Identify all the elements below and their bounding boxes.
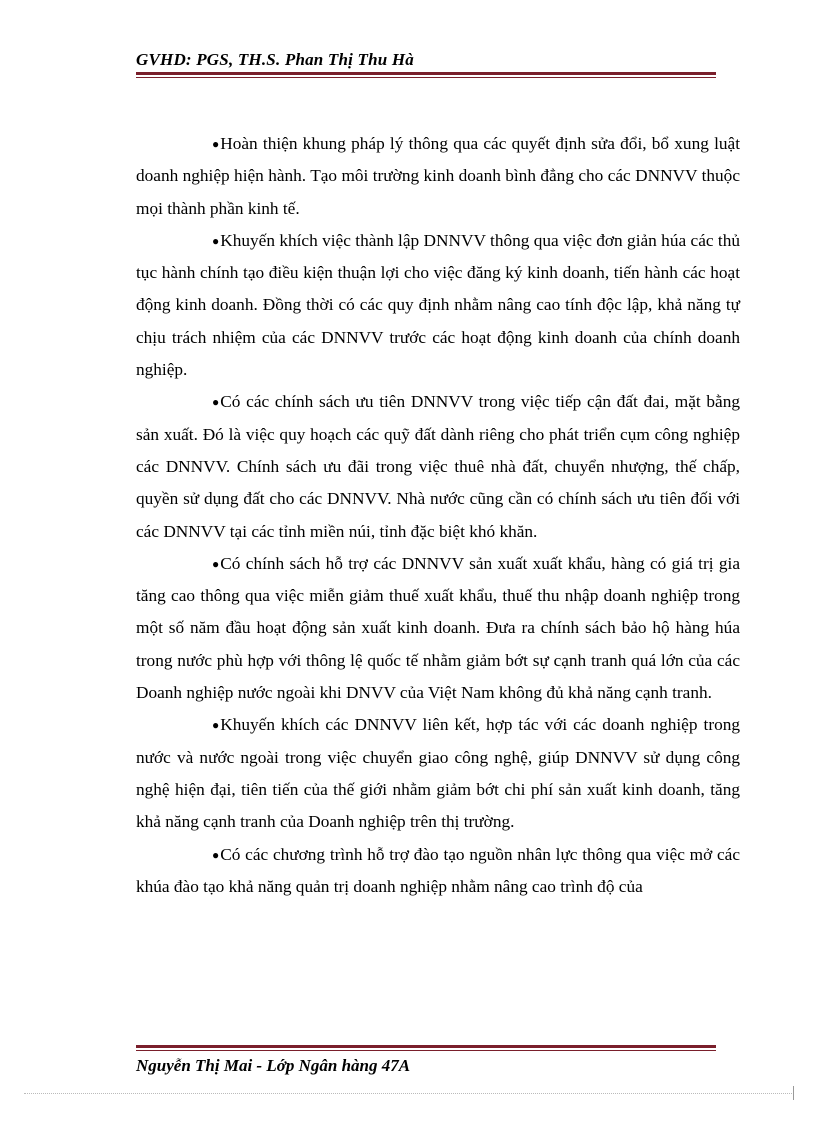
- bullet-paragraph: [136, 548, 740, 709]
- header-rule-thin: [136, 77, 716, 78]
- bullet-icon: ●: [212, 847, 220, 862]
- bullet-icon: ●: [212, 137, 220, 151]
- bullet-paragraph: [136, 386, 740, 547]
- paragraph-text: Có các chính sách ưu tiên DNNVV trong việc tiếp cận đất đai, mặt bằng sản xuất. Đó là việc quy hoạch các quỹ đất dành riêng cho phát triển cụm công nghiệp các DNNVV. Chính sách ưu đãi trong việc thuê nhà đất, chuyển nhượng, thế chấp, quyền sử dụng đất cho các DNNVV. Nhà nước cũng cần có chính sách ưu tiên đối với các DNNVV tại các tỉnh miền núi, tỉnh đặc biệt khó khăn.: [136, 392, 740, 541]
- paragraph-text: Có chính sách hỗ trợ các DNNVV sản xuất xuất khẩu, hàng có giá trị gia tăng cao thông qua việc miễn giảm thuế xuất khẩu, thuế thu nhập doanh nghiệp trong một số năm đầu hoạt động sản xuất kinh doanh. Đưa ra chính sách bảo hộ hàng húa trong nước phù hợp với thông lệ quốc tế nhằm giảm bớt sự cạnh tranh quá lớn của các Doanh nghiệp nước ngoài khi DNVV của Việt Nam không đủ khả năng cạnh tranh.: [136, 553, 740, 703]
- paragraph-text: Khuyến khích các DNNVV liên kết, hợp tác với các doanh nghiệp trong nước và nước ngoài trong việc chuyển giao công nghệ, giúp DNNVV sử dụng công nghệ hiện đại, tiên tiến của thế giới nhằm giảm bớt chi phí sản xuất kinh doanh, tăng khả năng cạnh tranh của Doanh nghiệp trên thị trường.: [136, 715, 740, 832]
- page-corner-mark: [793, 1086, 794, 1100]
- paragraph-text: Hoàn thiện khung pháp lý thông qua các quyết định sửa đổi, bổ xung luật doanh nghiệp hiện hành. Tạo môi trường kinh doanh bình đẳng cho các DNNVV thuộc mọi thành phần kinh tế.: [136, 134, 740, 218]
- header-title: GVHD: PGS, TH.S. Phan Thị Thu Hà: [136, 50, 414, 69]
- paragraph-text: Có các chương trình hỗ trợ đào tạo nguồn nhân lực thông qua việc mở các khúa đào tạo khả năng quản trị doanh nghiệp nhằm nâng cao trình độ của: [136, 844, 740, 896]
- footer-rule-thin: [136, 1050, 716, 1051]
- bullet-icon: ●: [212, 718, 220, 733]
- page-boundary-line: [24, 1093, 794, 1094]
- bullet-paragraph: [136, 128, 740, 225]
- bullet-icon: ●: [212, 556, 220, 571]
- footer-rule-thick: [136, 1045, 716, 1048]
- bullet-paragraph: [136, 839, 740, 904]
- paragraph-text: Khuyến khích việc thành lập DNNVV thông qua việc đơn giản húa các thủ tục hành chính tạo điều kiện thuận lợi cho việc đăng ký kinh doanh, tiến hành các hoạt động kinh doanh. Đồng thời có các quy định nhằm nâng cao tính độc lập, khả năng tự chịu trách nhiệm của các DNNVV trước các hoạt động kinh doanh của chính doanh nghiệp.: [136, 230, 740, 380]
- header-rule-thick: [136, 72, 716, 75]
- footer-author: Nguyễn Thị Mai - Lớp Ngân hàng 47A: [136, 1056, 411, 1075]
- bullet-icon: ●: [212, 395, 220, 410]
- document-body: [136, 128, 740, 903]
- bullet-icon: ●: [212, 233, 220, 248]
- bullet-paragraph: [136, 709, 740, 838]
- bullet-paragraph: [136, 225, 740, 386]
